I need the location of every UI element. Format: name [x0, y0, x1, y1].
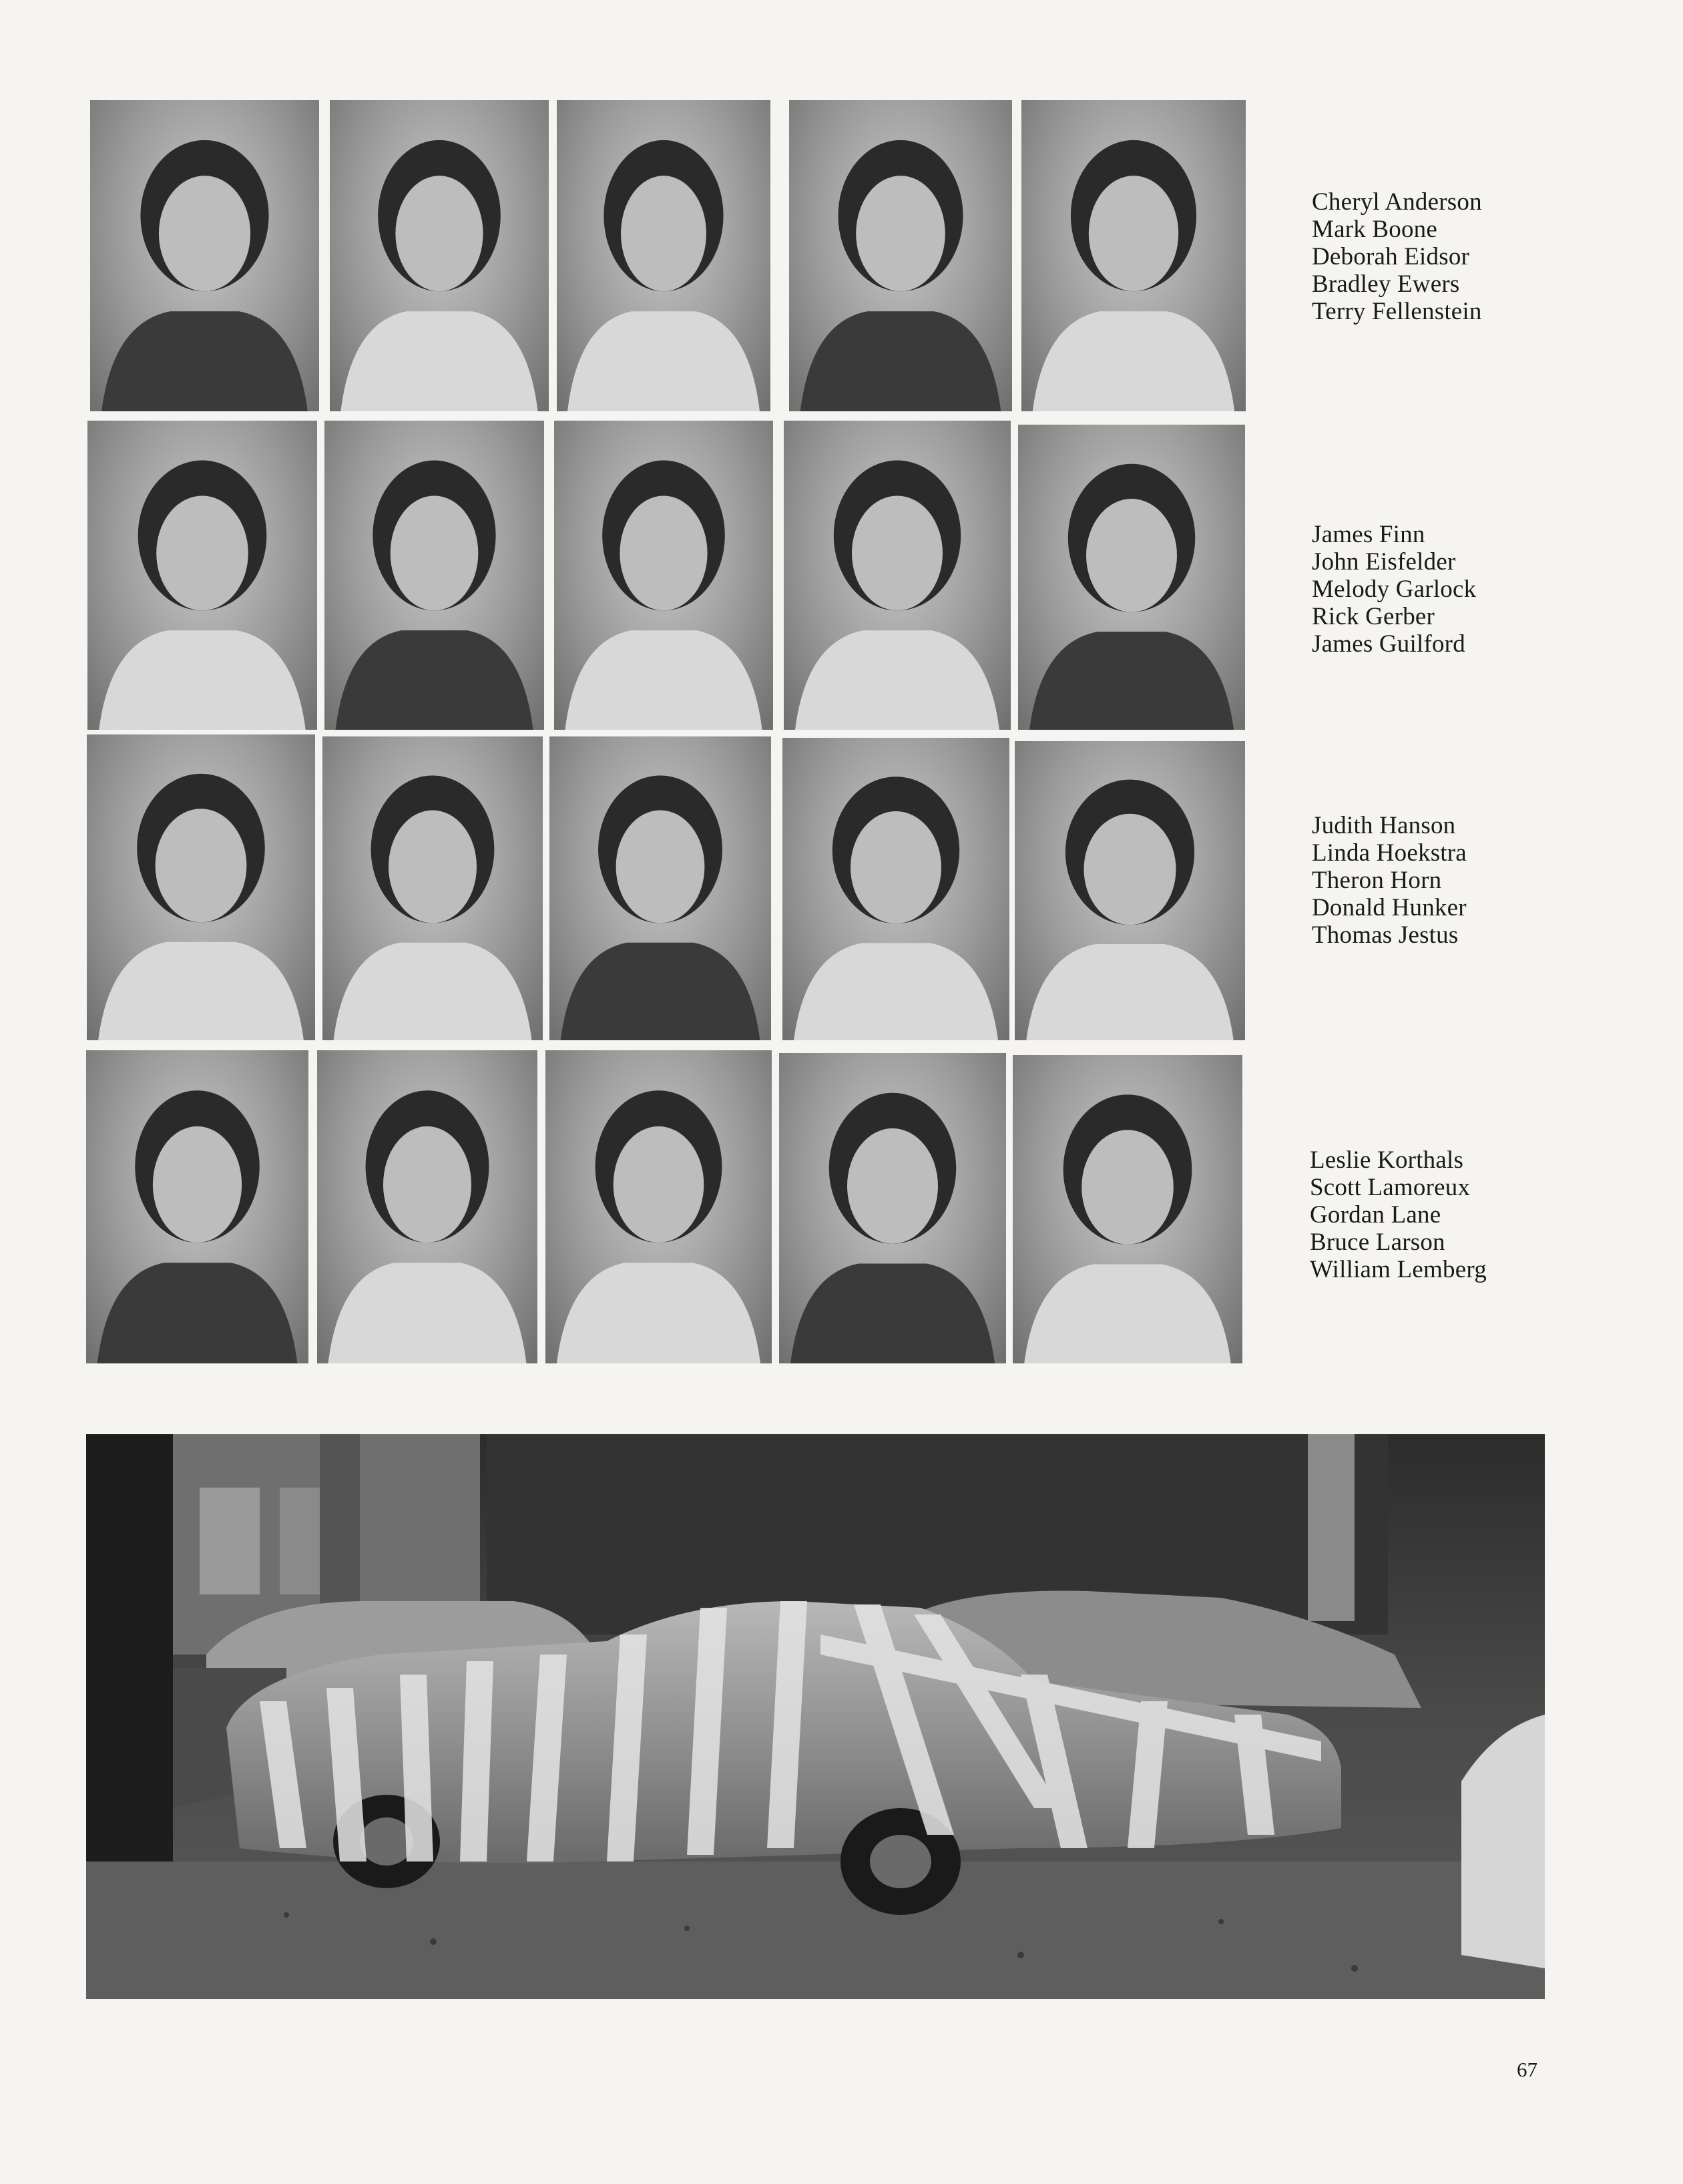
- portrait-photo: [1015, 741, 1245, 1040]
- portrait-shoulders: [790, 1264, 995, 1363]
- student-name: Thomas Jestus: [1312, 921, 1459, 949]
- name-list-row-2: [1312, 521, 1476, 658]
- portrait-face: [395, 176, 483, 291]
- portrait-photo: [90, 100, 319, 411]
- portrait-photo: [549, 736, 771, 1040]
- portrait-face: [1081, 1130, 1174, 1245]
- portrait-shoulders: [567, 311, 760, 411]
- portrait-photo: [789, 100, 1012, 411]
- portrait-face: [852, 495, 943, 610]
- portrait-face: [614, 1126, 704, 1243]
- portrait-face: [389, 811, 477, 923]
- portrait-shoulders: [99, 630, 306, 730]
- student-name: James Guilford: [1312, 630, 1465, 658]
- portrait-silhouette: [784, 421, 1011, 730]
- student-name: Linda Hoekstra: [1312, 839, 1467, 867]
- portrait-silhouette: [322, 736, 543, 1040]
- student-name: James Finn: [1312, 521, 1425, 548]
- student-name: Leslie Korthals: [1310, 1146, 1464, 1174]
- portrait-shoulders: [557, 1263, 760, 1363]
- portrait-face: [156, 495, 248, 610]
- portrait-silhouette: [782, 738, 1009, 1040]
- portrait-shoulders: [98, 942, 304, 1040]
- portrait-face: [621, 176, 706, 291]
- portrait-silhouette: [317, 1050, 537, 1363]
- portrait-photo: [330, 100, 549, 411]
- portrait-shoulders: [565, 630, 762, 730]
- portrait-shoulders: [340, 311, 537, 411]
- portrait-shoulders: [335, 630, 533, 730]
- portrait-shoulders: [794, 943, 998, 1040]
- portrait-face: [620, 495, 707, 610]
- portrait-silhouette: [1018, 425, 1245, 730]
- portrait-silhouette: [779, 1053, 1006, 1363]
- portrait-face: [1086, 499, 1177, 612]
- portrait-face: [159, 176, 250, 291]
- student-name: John Eisfelder: [1312, 548, 1456, 576]
- student-name: Bruce Larson: [1310, 1229, 1445, 1256]
- portrait-face: [153, 1126, 242, 1243]
- portrait-photo: [784, 421, 1011, 730]
- name-list-row-4: [1310, 1146, 1487, 1283]
- portrait-silhouette: [324, 421, 544, 730]
- portrait-silhouette: [87, 734, 315, 1040]
- student-name: Judith Hanson: [1312, 812, 1456, 839]
- portrait-photo: [1018, 425, 1245, 730]
- portrait-shoulders: [800, 311, 1001, 411]
- car-photo: [86, 1434, 1545, 1999]
- portrait-photo: [317, 1050, 537, 1363]
- student-name: William Lemberg: [1310, 1256, 1487, 1283]
- portrait-silhouette: [1013, 1055, 1242, 1363]
- portrait-face: [856, 176, 945, 291]
- portrait-photo: [1013, 1055, 1242, 1363]
- student-name: Rick Gerber: [1312, 603, 1435, 630]
- portrait-shoulders: [561, 943, 760, 1040]
- portrait-silhouette: [554, 421, 773, 730]
- name-list-row-1: [1312, 188, 1482, 325]
- portrait-photo: [1021, 100, 1246, 411]
- portrait-face: [1089, 176, 1178, 291]
- portrait-shoulders: [97, 1263, 298, 1363]
- student-name: Mark Boone: [1312, 216, 1437, 243]
- portrait-photo: [87, 421, 317, 730]
- student-name: Scott Lamoreux: [1310, 1174, 1471, 1201]
- student-name: Theron Horn: [1312, 867, 1442, 894]
- portrait-photo: [87, 734, 315, 1040]
- portrait-silhouette: [1015, 741, 1245, 1040]
- portrait-photo: [324, 421, 544, 730]
- portrait-photo: [554, 421, 773, 730]
- portrait-shoulders: [101, 311, 308, 411]
- portrait-face: [383, 1126, 471, 1243]
- portrait-face: [156, 809, 247, 922]
- name-list-row-3: [1312, 812, 1467, 949]
- portrait-face: [847, 1128, 938, 1244]
- portrait-face: [851, 811, 941, 923]
- portrait-silhouette: [789, 100, 1012, 411]
- portrait-shoulders: [1029, 632, 1234, 730]
- portrait-photo: [545, 1050, 772, 1363]
- portrait-silhouette: [90, 100, 319, 411]
- portrait-silhouette: [1021, 100, 1246, 411]
- portrait-shoulders: [334, 943, 532, 1040]
- portrait-photo: [86, 1050, 308, 1363]
- portrait-shoulders: [328, 1263, 527, 1363]
- student-name: Deborah Eidsor: [1312, 243, 1470, 270]
- portrait-shoulders: [1024, 1265, 1231, 1364]
- portrait-face: [616, 811, 705, 923]
- portrait-silhouette: [557, 100, 770, 411]
- student-name: Terry Fellenstein: [1312, 298, 1482, 325]
- portrait-silhouette: [86, 1050, 308, 1363]
- portrait-silhouette: [549, 736, 771, 1040]
- portrait-photo: [557, 100, 770, 411]
- portrait-silhouette: [87, 421, 317, 730]
- student-name: Melody Garlock: [1312, 576, 1477, 603]
- portrait-face: [1084, 814, 1176, 925]
- student-name: Cheryl Anderson: [1312, 188, 1482, 216]
- portrait-shoulders: [1033, 311, 1234, 411]
- portrait-silhouette: [545, 1050, 772, 1363]
- portrait-shoulders: [795, 630, 999, 730]
- portrait-photo: [782, 738, 1009, 1040]
- portrait-shoulders: [1026, 944, 1234, 1040]
- student-name: Gordan Lane: [1310, 1201, 1441, 1229]
- student-name: Bradley Ewers: [1312, 270, 1460, 298]
- portrait-photo: [779, 1053, 1006, 1363]
- portrait-silhouette: [330, 100, 549, 411]
- student-name: Donald Hunker: [1312, 894, 1467, 921]
- page-number: 67: [1517, 2058, 1537, 2081]
- portrait-photo: [322, 736, 543, 1040]
- portrait-face: [391, 495, 479, 610]
